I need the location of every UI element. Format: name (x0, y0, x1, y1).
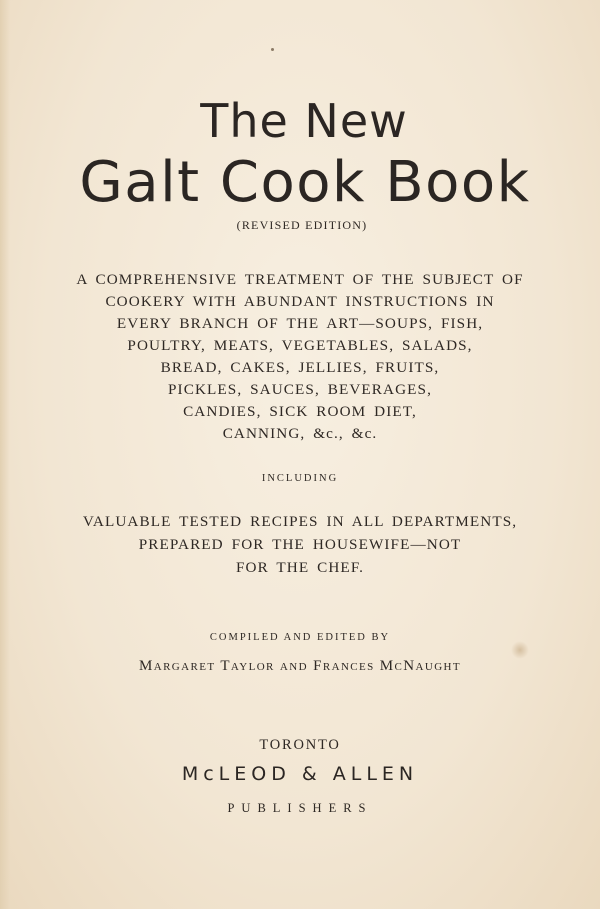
book-title-line-1: The New (200, 94, 408, 148)
description-line-2: COOKERY WITH ABUNDANT INSTRUCTIONS IN (105, 293, 495, 310)
book-title-line-2: Galt Cook Book (79, 150, 531, 215)
publisher-name: McLEOD & ALLEN (181, 763, 419, 785)
description-line-6: PICKLES, SAUCES, BEVERAGES, (168, 381, 432, 398)
including-label: INCLUDING (261, 473, 339, 484)
paper-stain (511, 641, 529, 659)
recipes-line-1: VALUABLE TESTED RECIPES IN ALL DEPARTMENTS, (82, 513, 518, 530)
description-line-5: BREAD, CAKES, JELLIES, FRUITS, (160, 359, 440, 376)
description-line-7: CANDIES, SICK ROOM DIET, (183, 403, 417, 420)
authors: Margaret Taylor and Frances McNaught (138, 658, 462, 674)
recipes-line-3: FOR THE CHEF. (235, 559, 365, 576)
compiled-by-label: COMPILED AND EDITED BY (209, 632, 391, 643)
description-line-8: CANNING, &c., &c. (222, 425, 378, 442)
paper-speck (271, 48, 274, 51)
publishers-label: PUBLISHERS (227, 801, 373, 815)
recipes-line-2: PREPARED FOR THE HOUSEWIFE—NOT (138, 536, 462, 553)
city: TORONTO (259, 737, 341, 753)
edition-label: (REVISED EDITION) (236, 218, 368, 232)
description-line-3: EVERY BRANCH OF THE ART—SOUPS, FISH, (116, 315, 484, 332)
description-line-4: POULTRY, MEATS, VEGETABLES, SALADS, (127, 337, 473, 354)
description-line-1: A COMPREHENSIVE TREATMENT OF THE SUBJECT OF (76, 271, 524, 288)
